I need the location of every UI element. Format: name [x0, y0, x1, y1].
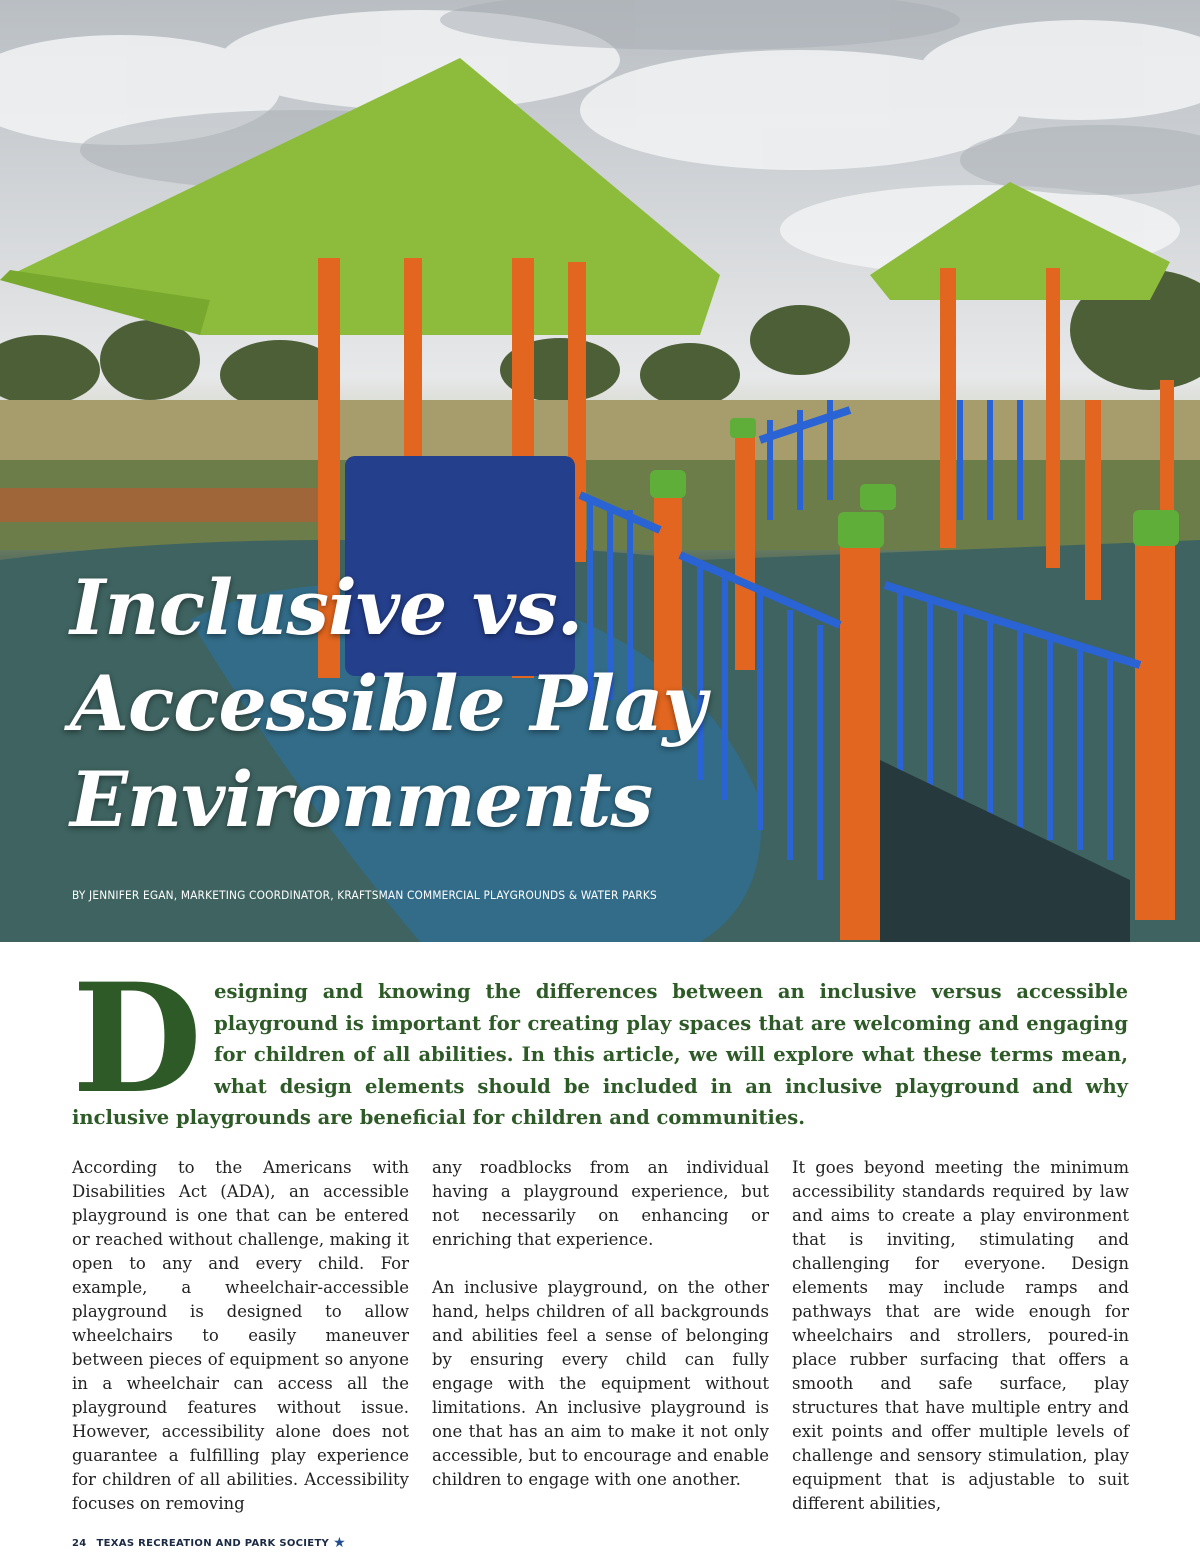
- intro-paragraph: [72, 951, 1128, 1134]
- body-paragraph: According to the Americans with Disabilities Act (ADA), an accessible playground is one that can be entered or reached without challenge, making it open to any and every child. For example, a wheelchair-accessible playground is designed to allow wheelchairs to easily maneuver between pieces of equipment so anyone in a wheelchair can access all the playground features without issue. However, accessibility alone does not guarantee a fulfilling play experience for children of all abilities. Accessibility focuses on removing: [72, 1158, 409, 1513]
- title-line-3: Environments: [70, 755, 653, 844]
- star-icon: ★: [333, 1535, 346, 1551]
- article-title: [70, 560, 706, 848]
- title-line-1: Inclusive vs.: [70, 563, 583, 652]
- drop-cap: D: [72, 951, 203, 1127]
- body-paragraph: An inclusive playground, on the other hand, helps children of all backgrounds and abilities feel a sense of belonging by ensuring every child can fully engage with the equipment without limitations. An inclusive playground is one that has an aim to make it not only accessible, but to encourage and enable children to engage with one another.: [432, 1278, 769, 1489]
- intro-text: esigning and knowing the differences between an inclusive versus accessible playground is important for creating play spaces that are welcoming and engaging for children of all abilities. In this article, we will explore what these terms mean, what design elements should be included in an inclusive playground and why inclusive playgrounds are beneficial for children and communities.: [72, 980, 1128, 1129]
- body-paragraph: any roadblocks from an individual having a playground experience, but not necessarily on enhancing or enriching that experience.: [432, 1158, 769, 1249]
- page-number: 24: [72, 1537, 87, 1549]
- body-column-1: [72, 1156, 409, 1540]
- title-line-2: Accessible Play: [70, 659, 706, 748]
- byline: BY JENNIFER EGAN, MARKETING COORDINATOR, KRAFTSMAN COMMERCIAL PLAYGROUNDS & WATER PARKS: [72, 888, 657, 902]
- body-paragraph: It goes beyond meeting the minimum accessibility standards required by law and aims to create a play environment that is inviting, stimulating and challenging for everyone. Design elements may include ramps and pathways that are wide enough for wheelchairs and strollers, poured-in place rubber surfacing that offers a smooth and safe surface, play structures that have multiple entry and exit points and offer multiple levels of challenge and sensory stimulation, play equipment that is adjustable to suit different abilities,: [792, 1158, 1129, 1513]
- body-column-3: [792, 1156, 1129, 1540]
- page-footer: [72, 1535, 346, 1551]
- body-column-2: [432, 1156, 769, 1516]
- publication-name: TEXAS RECREATION AND PARK SOCIETY: [96, 1537, 330, 1549]
